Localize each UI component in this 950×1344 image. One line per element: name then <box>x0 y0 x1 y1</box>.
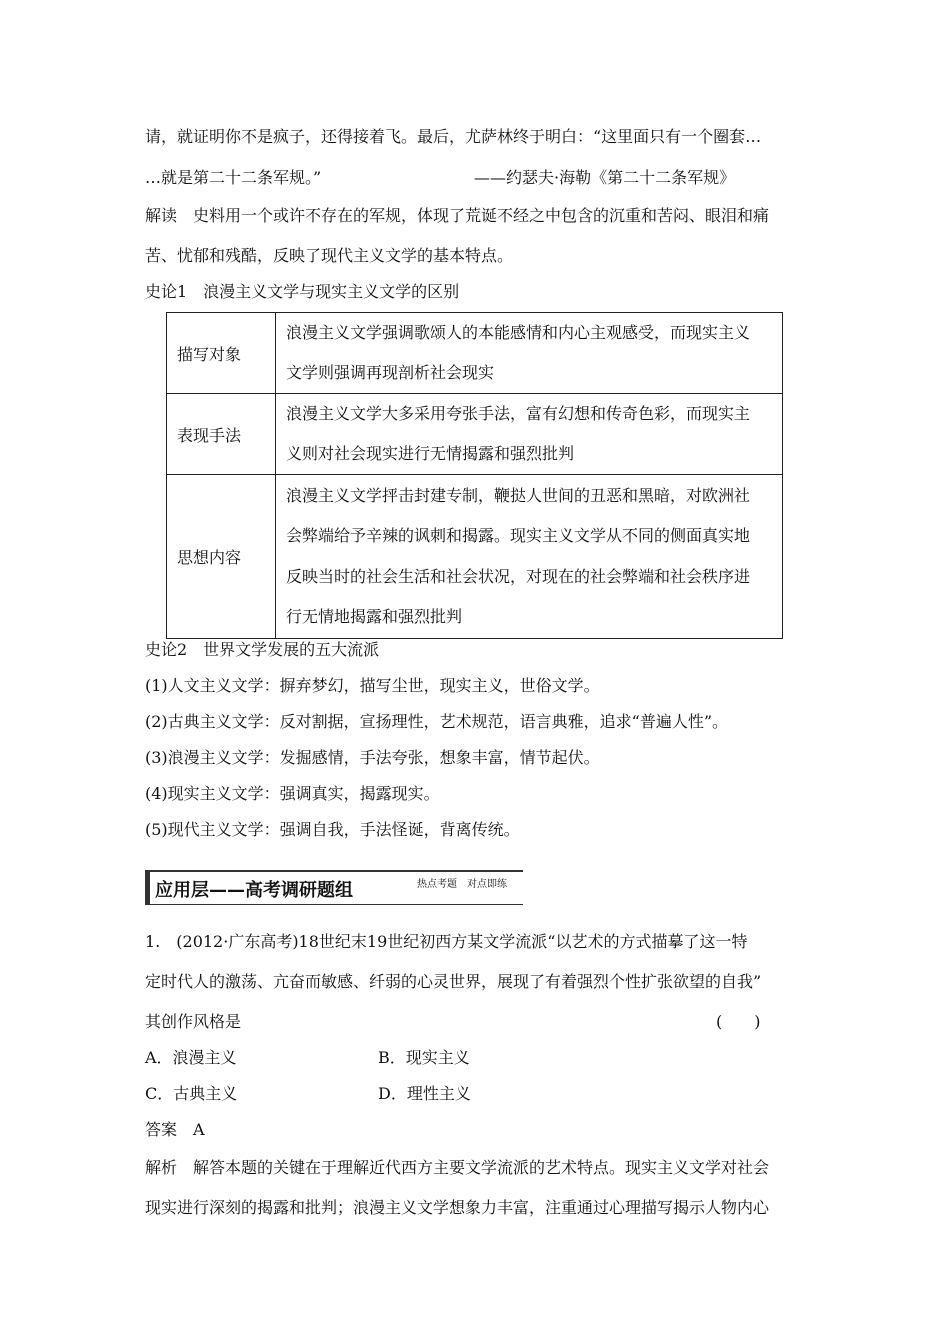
section-subtitle: 热点考题 对点即练 <box>417 879 507 890</box>
school-item-3: (3)浪漫主义文学：发掘感情，手法夸张，想象丰富，情节起伏。 <box>145 748 600 767</box>
option-b: B．现实主义 <box>378 1048 470 1067</box>
school-item-2: (2)古典主义文学：反对割据，宣扬理性，艺术规范，语言典雅，追求“普遍人性”。 <box>145 712 729 731</box>
row-label-ideas: 思想内容 <box>167 475 276 639</box>
quote-line-2: …就是第二十二条军规。” <box>145 168 322 187</box>
table-row <box>167 394 783 475</box>
analysis-label: 解析 <box>145 1158 178 1177</box>
school-item-5: (5)现代主义文学：强调自我，手法怪诞，背离传统。 <box>145 820 520 839</box>
interpretation-line-1 <box>145 206 769 226</box>
row-label-technique: 表现手法 <box>167 394 276 475</box>
answer-line: 答案 A <box>145 1120 205 1139</box>
option-c: C．古典主义 <box>145 1084 238 1103</box>
interpretation-label: 解读 <box>145 206 178 225</box>
option-a: A．浪漫主义 <box>145 1048 237 1067</box>
analysis-text-1: 解答本题的关键在于理解近代西方主要文学流派的艺术特点。现实主义文学对社会 <box>193 1158 770 1177</box>
row-content-subject: 浪漫主义文学强调歌颂人的本能感情和内心主观感受，而现实主义 文学则强调再现剖析社会现实 <box>276 313 783 394</box>
section-title: 应用层——高考调研题组 <box>155 880 353 901</box>
question-line-2: 定时代人的激荡、亢奋而敏感、纤弱的心灵世界，展现了有着强烈个性扩张欲望的自我” <box>145 972 762 991</box>
question-line-3: 其创作风格是 <box>145 1012 242 1031</box>
comparison-table <box>166 312 783 639</box>
school-item-4: (4)现实主义文学：强调真实，揭露现实。 <box>145 784 440 803</box>
analysis-line-1 <box>145 1158 769 1178</box>
school-item-1: (1)人文主义文学：摒弃梦幻，描写尘世，现实主义，世俗文学。 <box>145 676 600 695</box>
table-row <box>167 475 783 639</box>
quote-line-1: 请，就证明你不是疯子，还得接着飞。最后，尤萨林终于明白：“这里面只有一个圈套… <box>145 127 762 146</box>
quote-attribution: ——约瑟夫·海勒《第二十二条军规》 <box>474 168 736 187</box>
thesis2-heading: 史论2 世界文学发展的五大流派 <box>145 640 380 659</box>
answer-bracket: ( ) <box>716 1012 761 1031</box>
thesis1-heading: 史论1 浪漫主义文学与现实主义文学的区别 <box>145 282 460 301</box>
table-row <box>167 313 783 394</box>
row-content-technique: 浪漫主义文学大多采用夸张手法，富有幻想和传奇色彩，而现实主 义则对社会现实进行无情揭露和强烈批判 <box>276 394 783 475</box>
question-line-1: 1. (2012·广东高考)18世纪末19世纪初西方某文学流派“以艺术的方式描摹了这一特 <box>145 932 748 951</box>
row-content-ideas: 浪漫主义文学抨击封建专制，鞭挞人世间的丑恶和黑暗，对欧洲社 会弊端给予辛辣的讽刺和揭露。现实主义文学从不同的侧面真实地 反映当时的社会生活和社会状况，对现在的社会弊端和社会秩序进 行无情地揭露和强烈批判 <box>276 475 783 639</box>
banner-bar <box>145 872 150 904</box>
interpretation-text-1: 史料用一个或许不存在的军规，体现了荒诞不经之中包含的沉重和苦闷、眼泪和痛 <box>193 206 770 225</box>
option-d: D．理性主义 <box>378 1084 471 1103</box>
row-label-subject: 描写对象 <box>167 313 276 394</box>
section-banner <box>145 870 523 905</box>
analysis-line-2: 现实进行深刻的揭露和批判；浪漫主义文学想象力丰富，注重通过心理描写揭示人物内心 <box>145 1198 770 1217</box>
interpretation-line-2: 苦、忧郁和残酷，反映了现代主义文学的基本特点。 <box>145 246 514 265</box>
